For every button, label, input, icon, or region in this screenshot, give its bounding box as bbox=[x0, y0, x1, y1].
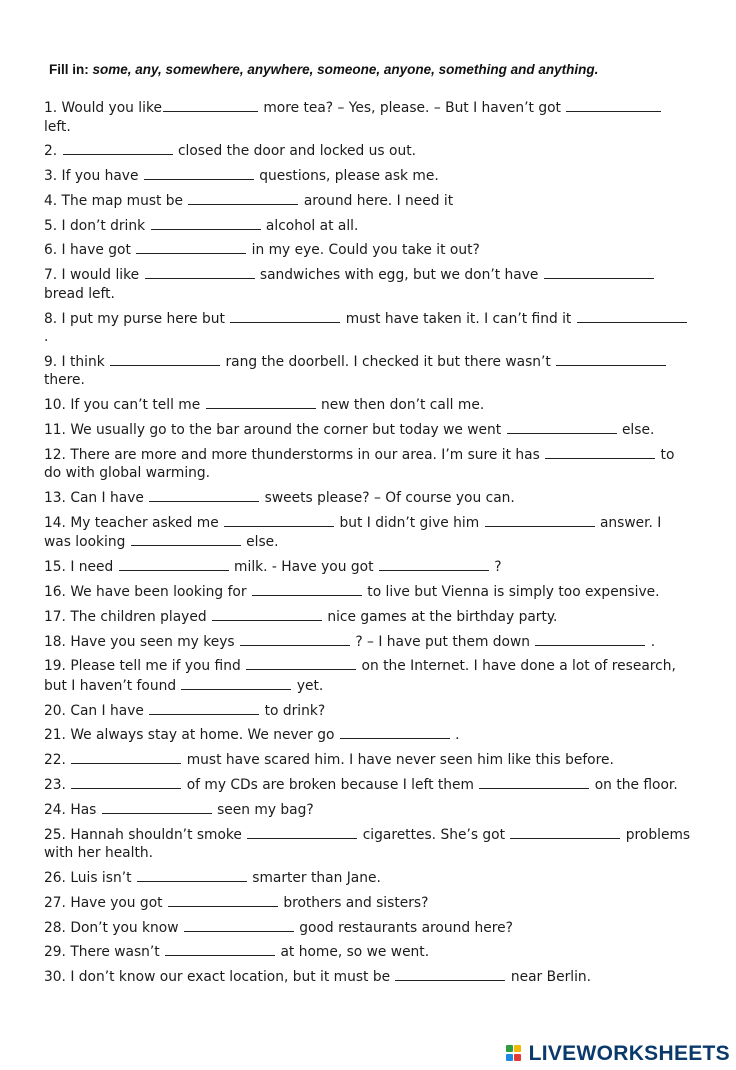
answer-blank[interactable] bbox=[131, 532, 241, 546]
question-text: good restaurants around here? bbox=[294, 919, 513, 936]
question-text: nice games at the birthday party. bbox=[322, 608, 558, 625]
question-text: problems with her health. bbox=[44, 826, 691, 862]
question-21 bbox=[44, 725, 692, 745]
question-text: closed the door and locked us out. bbox=[173, 143, 416, 160]
question-7 bbox=[44, 265, 692, 303]
question-text: brothers and sisters? bbox=[278, 894, 429, 911]
question-text: 9. I think bbox=[44, 353, 110, 370]
question-text: to drink? bbox=[260, 702, 326, 719]
answer-blank[interactable] bbox=[556, 352, 666, 366]
question-text: left. bbox=[44, 118, 71, 135]
question-text: 14. My teacher asked me bbox=[44, 514, 224, 531]
answer-blank[interactable] bbox=[181, 676, 291, 690]
question-text: around here. I need it bbox=[299, 192, 454, 209]
answer-blank[interactable] bbox=[102, 800, 212, 814]
question-text: 29. There wasn’t bbox=[44, 944, 165, 961]
question-text: 25. Hannah shouldn’t smoke bbox=[44, 826, 247, 843]
question-text: near Berlin. bbox=[506, 969, 592, 986]
question-text: . bbox=[450, 727, 460, 744]
question-14 bbox=[44, 513, 692, 552]
question-25 bbox=[44, 825, 692, 863]
answer-blank[interactable] bbox=[246, 656, 356, 670]
question-text: 21. We always stay at home. We never go bbox=[44, 727, 339, 744]
question-text: 13. Can I have bbox=[44, 490, 149, 507]
question-28 bbox=[44, 918, 692, 938]
answer-blank[interactable] bbox=[479, 775, 589, 789]
question-text: smarter than Jane. bbox=[247, 869, 381, 886]
answer-blank[interactable] bbox=[163, 98, 258, 112]
question-text: to do with global warming. bbox=[44, 446, 675, 482]
question-text: 7. I would like bbox=[44, 267, 144, 284]
question-5 bbox=[44, 216, 692, 236]
answer-blank[interactable] bbox=[137, 868, 247, 882]
answer-blank[interactable] bbox=[544, 265, 654, 279]
question-text: must have scared him. I have never seen him like this before. bbox=[182, 752, 614, 769]
question-text: 5. I don’t drink bbox=[44, 217, 150, 234]
question-27 bbox=[44, 893, 692, 913]
question-text: yet. bbox=[292, 677, 324, 694]
question-text: milk. - Have you got bbox=[229, 559, 378, 576]
question-text: 19. Please tell me if you find bbox=[44, 658, 246, 675]
answer-blank[interactable] bbox=[577, 309, 687, 323]
answer-blank[interactable] bbox=[71, 775, 181, 789]
question-text: 10. If you can’t tell me bbox=[44, 397, 205, 414]
question-16 bbox=[44, 582, 692, 602]
question-text: 18. Have you seen my keys bbox=[44, 633, 239, 650]
question-text: 24. Has bbox=[44, 801, 101, 818]
question-text: ? bbox=[489, 559, 502, 576]
answer-blank[interactable] bbox=[168, 893, 278, 907]
question-17 bbox=[44, 607, 692, 627]
question-text: more tea? – Yes, please. – But I haven’t got bbox=[258, 100, 566, 116]
question-text: sandwiches with egg, but we don’t have bbox=[255, 267, 543, 284]
answer-blank[interactable] bbox=[247, 825, 357, 839]
question-1 bbox=[44, 98, 692, 136]
question-text: 4. The map must be bbox=[44, 192, 188, 209]
question-text: sweets please? – Of course you can. bbox=[260, 490, 515, 507]
question-text: in my eye. Could you take it out? bbox=[247, 242, 480, 259]
question-8 bbox=[44, 309, 692, 347]
answer-blank[interactable] bbox=[71, 750, 181, 764]
question-text: ? – I have put them down bbox=[350, 633, 535, 650]
question-text: but I didn’t give him bbox=[335, 514, 484, 531]
instruction-prefix: Fill in: bbox=[49, 62, 93, 77]
question-list bbox=[44, 98, 692, 992]
question-12 bbox=[44, 445, 692, 483]
question-19 bbox=[44, 656, 692, 695]
question-text: 12. There are more and more thunderstorms in our area. I’m sure it has bbox=[44, 446, 545, 463]
answer-blank[interactable] bbox=[136, 240, 246, 254]
question-text: there. bbox=[44, 372, 85, 389]
question-30 bbox=[44, 967, 692, 987]
question-text: rang the doorbell. I checked it but there wasn’t bbox=[221, 353, 556, 370]
question-text: 30. I don’t know our exact location, but it must be bbox=[44, 969, 395, 986]
question-24 bbox=[44, 800, 692, 820]
question-15 bbox=[44, 557, 692, 577]
question-text: 2. bbox=[44, 143, 62, 160]
question-10 bbox=[44, 395, 692, 415]
question-text: bread left. bbox=[44, 285, 115, 302]
answer-blank[interactable] bbox=[206, 395, 316, 409]
question-2 bbox=[44, 141, 692, 161]
answer-blank[interactable] bbox=[63, 141, 173, 155]
instruction bbox=[49, 62, 598, 77]
question-20 bbox=[44, 701, 692, 721]
question-3 bbox=[44, 166, 692, 186]
answer-blank[interactable] bbox=[149, 701, 259, 715]
question-text: to live but Vienna is simply too expensive. bbox=[362, 583, 660, 600]
answer-blank[interactable] bbox=[507, 420, 617, 434]
answer-blank[interactable] bbox=[165, 942, 275, 956]
question-text: 26. Luis isn’t bbox=[44, 869, 136, 886]
answer-blank[interactable] bbox=[252, 582, 362, 596]
question-text: 17. The children played bbox=[44, 608, 211, 625]
answer-blank[interactable] bbox=[240, 632, 350, 646]
question-text: else. bbox=[241, 534, 279, 551]
question-text: seen my bag? bbox=[212, 801, 314, 818]
question-text: 27. Have you got bbox=[44, 894, 167, 911]
question-text: alcohol at all. bbox=[261, 217, 359, 234]
question-13 bbox=[44, 488, 692, 508]
question-text: questions, please ask me. bbox=[254, 168, 439, 185]
question-text: must have taken it. I can’t find it bbox=[341, 310, 576, 327]
answer-blank[interactable] bbox=[340, 725, 450, 739]
answer-blank[interactable] bbox=[230, 309, 340, 323]
answer-blank[interactable] bbox=[485, 513, 595, 527]
answer-blank[interactable] bbox=[535, 632, 645, 646]
question-text: 22. bbox=[44, 752, 71, 769]
answer-blank[interactable] bbox=[151, 216, 261, 230]
question-text: else. bbox=[617, 421, 655, 438]
answer-blank[interactable] bbox=[510, 825, 620, 839]
question-text: 3. If you have bbox=[44, 168, 143, 185]
liveworksheets-logo bbox=[506, 1042, 730, 1066]
question-text: at home, so we went. bbox=[276, 944, 430, 961]
question-text: 28. Don’t you know bbox=[44, 919, 183, 936]
question-text: 8. I put my purse here but bbox=[44, 310, 230, 327]
answer-blank[interactable] bbox=[212, 607, 322, 621]
question-text: on the Internet. I have done a lot of research, but I haven’t found bbox=[44, 658, 676, 694]
question-26 bbox=[44, 868, 692, 888]
answer-blank[interactable] bbox=[119, 557, 229, 571]
answer-blank[interactable] bbox=[379, 557, 489, 571]
question-29 bbox=[44, 942, 692, 962]
question-18 bbox=[44, 632, 692, 652]
question-text: new then don’t call me. bbox=[316, 397, 485, 414]
logo-text: LIVEWORKSHEETS bbox=[528, 1042, 730, 1065]
question-text: 16. We have been looking for bbox=[44, 583, 251, 600]
answer-blank[interactable] bbox=[566, 98, 661, 112]
answer-blank[interactable] bbox=[545, 445, 655, 459]
question-text: answer. I was looking bbox=[44, 514, 662, 551]
question-text: 1. Would you like bbox=[44, 100, 162, 116]
question-text: 15. I need bbox=[44, 559, 118, 576]
question-11 bbox=[44, 420, 692, 440]
question-text: 20. Can I have bbox=[44, 702, 149, 719]
question-text: 6. I have got bbox=[44, 242, 136, 259]
question-6 bbox=[44, 240, 692, 260]
instruction-words: some, any, somewhere, anywhere, someone, anyone, something and anything. bbox=[92, 62, 599, 77]
question-text: cigarettes. She’s got bbox=[358, 826, 510, 843]
answer-blank[interactable] bbox=[149, 488, 259, 502]
question-text: on the floor. bbox=[590, 777, 678, 794]
question-text: . bbox=[646, 633, 656, 650]
question-text: 11. We usually go to the bar around the corner but today we went bbox=[44, 421, 506, 438]
question-4 bbox=[44, 191, 692, 211]
answer-blank[interactable] bbox=[188, 191, 298, 205]
answer-blank[interactable] bbox=[184, 918, 294, 932]
question-text: of my CDs are broken because I left them bbox=[182, 777, 479, 794]
answer-blank[interactable] bbox=[144, 166, 254, 180]
answer-blank[interactable] bbox=[145, 265, 255, 279]
liveworksheets-logo-icon bbox=[506, 1045, 526, 1063]
question-9 bbox=[44, 352, 692, 390]
question-22 bbox=[44, 750, 692, 770]
question-text: 23. bbox=[44, 777, 71, 794]
answer-blank[interactable] bbox=[224, 513, 334, 527]
answer-blank[interactable] bbox=[395, 967, 505, 981]
answer-blank[interactable] bbox=[110, 352, 220, 366]
question-23 bbox=[44, 775, 692, 795]
question-text: . bbox=[44, 329, 49, 346]
